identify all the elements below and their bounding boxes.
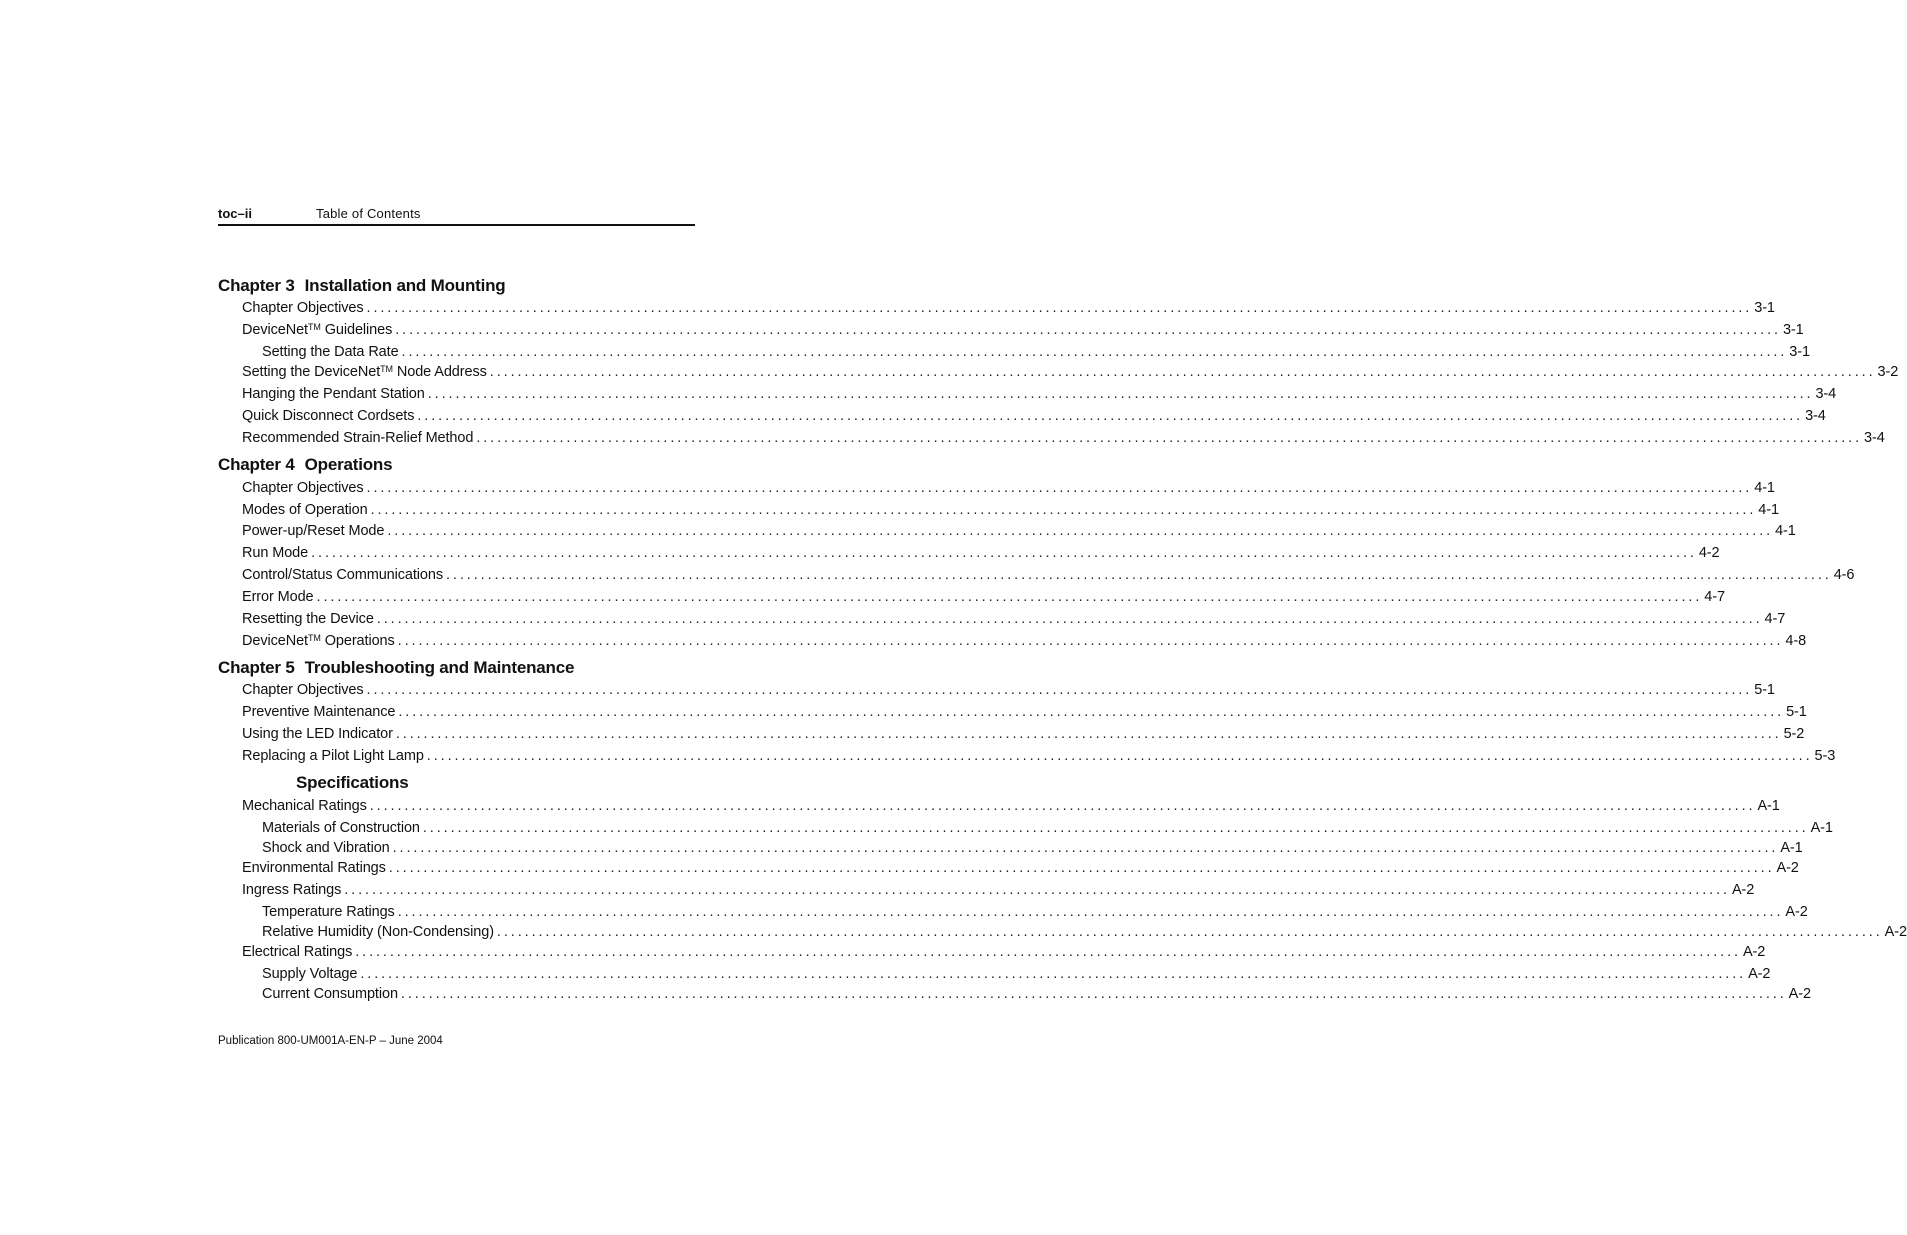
dot-leader: ........................................................................................................................................................................................................: [401, 344, 1788, 360]
toc-entry-page: 4-1: [1754, 480, 1775, 496]
toc-entry-label: Hanging the Pendant Station: [242, 386, 425, 402]
toc-entry[interactable]: [242, 408, 1826, 424]
header-title: Table of Contents: [316, 206, 421, 221]
toc-entry-label: DeviceNet™ Operations: [242, 633, 395, 649]
toc-entry-page: 3-4: [1815, 386, 1837, 402]
toc-entry-label: DeviceNet™ Guidelines: [242, 322, 393, 338]
toc-entry-label: Materials of Construction: [262, 820, 420, 836]
chapter-heading: [218, 455, 392, 475]
toc-entry[interactable]: [262, 966, 1771, 982]
dot-leader: ........................................................................................................................................................................................................: [400, 986, 1787, 1002]
chapter-title: Specifications: [296, 773, 409, 792]
dot-leader: ........................................................................................................................................................................................................: [395, 322, 1781, 338]
trademark-mark: TM: [308, 322, 321, 332]
toc-entry-page: A-2: [1776, 860, 1799, 876]
toc-entry-page: A-1: [1780, 840, 1803, 856]
toc-entry[interactable]: [242, 322, 1804, 338]
dot-leader: ........................................................................................................................................................................................................: [395, 726, 1782, 742]
dot-leader: ........................................................................................................................................................................................................: [376, 611, 1763, 627]
toc-entry[interactable]: [242, 480, 1775, 496]
toc-entry-label: Supply Voltage: [262, 966, 358, 982]
dot-leader: ........................................................................................................................................................................................................: [366, 300, 1753, 316]
toc-entry-page: 4-2: [1698, 545, 1720, 561]
toc-entry-label: Current Consumption: [262, 986, 398, 1002]
trademark-mark: TM: [308, 633, 321, 643]
toc-entry-label: Chapter Objectives: [242, 300, 364, 316]
dot-leader: ........................................................................................................................................................................................................: [397, 633, 1784, 649]
toc-entry-label: Relative Humidity (Non-Condensing): [262, 924, 494, 940]
dot-leader: ........................................................................................................................................................................................................: [344, 882, 1730, 898]
toc-entry-page: 5-1: [1786, 704, 1807, 720]
toc-entry-label: Using the LED Indicator: [242, 726, 393, 742]
toc-entry-page: A-2: [1884, 924, 1907, 940]
toc-entry-label: Replacing a Pilot Light Lamp: [242, 748, 424, 764]
toc-entry[interactable]: [242, 944, 1766, 960]
chapter-title: Operations: [304, 455, 393, 474]
toc-entry[interactable]: [242, 798, 1780, 814]
dot-leader: ........................................................................................................................................................................................................: [422, 820, 1809, 836]
toc-entry-page: A-2: [1742, 944, 1766, 960]
toc-entry[interactable]: [242, 748, 1836, 764]
toc-entry-page: 3-4: [1805, 408, 1826, 424]
toc-entry-label: Error Mode: [242, 589, 314, 605]
dot-leader: ........................................................................................................................................................................................................: [311, 545, 1697, 561]
toc-entry[interactable]: [262, 820, 1833, 836]
toc-entry-label: Mechanical Ratings: [242, 798, 367, 814]
toc-entry-page: A-2: [1788, 986, 1811, 1002]
toc-entry-label: Environmental Ratings: [242, 860, 386, 876]
toc-entry-page: A-2: [1731, 882, 1755, 898]
dot-leader: ........................................................................................................................................................................................................: [427, 386, 1814, 402]
toc-entry[interactable]: [242, 611, 1786, 627]
toc-entry-label: Modes of Operation: [242, 502, 368, 518]
dot-leader: ........................................................................................................................................................................................................: [489, 364, 1876, 380]
chapter-number: Chapter 4: [218, 455, 295, 474]
header-rule: [218, 224, 695, 226]
dot-leader: ........................................................................................................................................................................................................: [417, 408, 1804, 424]
dot-leader: ........................................................................................................................................................................................................: [397, 904, 1784, 920]
toc-entry[interactable]: [242, 633, 1807, 649]
toc-entry-label: Shock and Vibration: [262, 840, 390, 856]
toc-entry-page: 3-1: [1754, 300, 1775, 316]
toc-entry[interactable]: [242, 882, 1755, 898]
toc-entry[interactable]: [242, 589, 1725, 605]
toc-entry-page: 4-7: [1704, 589, 1725, 605]
toc-entry-label: Run Mode: [242, 545, 309, 561]
dot-leader: ........................................................................................................................................................................................................: [387, 523, 1774, 539]
toc-entry-label: Ingress Ratings: [242, 882, 342, 898]
dot-leader: ........................................................................................................................................................................................................: [446, 567, 1832, 583]
toc-entry-label: Preventive Maintenance: [242, 704, 396, 720]
chapter-title: Troubleshooting and Maintenance: [304, 658, 575, 677]
page-label: toc–ii: [218, 206, 252, 221]
toc-entry[interactable]: [242, 386, 1837, 402]
toc-entry[interactable]: [262, 986, 1811, 1002]
toc-entry-label: Quick Disconnect Cordsets: [242, 408, 415, 424]
toc-entry-label: Electrical Ratings: [242, 944, 353, 960]
toc-entry[interactable]: [242, 545, 1720, 561]
toc-entry-page: 3-1: [1782, 322, 1804, 338]
toc-entry[interactable]: [262, 344, 1810, 360]
toc-entry[interactable]: [242, 430, 1885, 446]
toc-entry[interactable]: [262, 924, 1907, 940]
toc-entry[interactable]: [242, 523, 1796, 539]
chapter-number: Chapter 3: [218, 276, 295, 295]
dot-leader: ........................................................................................................................................................................................................: [392, 840, 1779, 856]
dot-leader: ........................................................................................................................................................................................................: [426, 748, 1813, 764]
toc-entry-page: 5-3: [1814, 748, 1836, 764]
dot-leader: ........................................................................................................................................................................................................: [370, 502, 1757, 518]
toc-entry[interactable]: [242, 567, 1855, 583]
toc-entry-label: Temperature Ratings: [262, 904, 395, 920]
toc-entry-page: 5-2: [1783, 726, 1805, 742]
toc-entry-page: A-2: [1785, 904, 1808, 920]
chapter-heading: [218, 773, 408, 793]
dot-leader: ........................................................................................................................................................................................................: [496, 924, 1883, 940]
toc-entry-page: 3-1: [1789, 344, 1810, 360]
toc-entry-page: A-1: [1757, 798, 1780, 814]
toc-entry[interactable]: [262, 840, 1803, 856]
toc-entry[interactable]: [242, 300, 1775, 316]
toc-entry-page: A-1: [1810, 820, 1833, 836]
toc-entry-label: Setting the DeviceNet™ Node Address: [242, 364, 487, 380]
toc-entry-label: Chapter Objectives: [242, 480, 364, 496]
chapter-number: Chapter 5: [218, 658, 295, 677]
toc-entry-label: Chapter Objectives: [242, 682, 364, 698]
toc-entry-page: 4-6: [1833, 567, 1855, 583]
publication-footer: Publication 800-UM001A-EN-P – June 2004: [218, 1035, 443, 1047]
toc-entry-page: 4-8: [1785, 633, 1807, 649]
toc-entry-label: Setting the Data Rate: [262, 344, 399, 360]
toc-entry-label: Power-up/Reset Mode: [242, 523, 385, 539]
dot-leader: ........................................................................................................................................................................................................: [476, 430, 1863, 446]
dot-leader: ........................................................................................................................................................................................................: [366, 682, 1753, 698]
toc-entry[interactable]: [262, 904, 1808, 920]
toc-entry-page: 4-1: [1758, 502, 1779, 518]
toc-entry[interactable]: [242, 704, 1807, 720]
dot-leader: ........................................................................................................................................................................................................: [360, 966, 1747, 982]
toc-entry-page: 5-1: [1754, 682, 1775, 698]
dot-leader: ........................................................................................................................................................................................................: [355, 944, 1741, 960]
toc-entry[interactable]: [242, 860, 1799, 876]
toc-entry-page: A-2: [1748, 966, 1771, 982]
dot-leader: ........................................................................................................................................................................................................: [388, 860, 1775, 876]
toc-entry-page: 3-4: [1864, 430, 1885, 446]
toc-entry-page: 4-7: [1764, 611, 1786, 627]
toc-entry-label: Control/Status Communications: [242, 567, 443, 583]
toc-entry-page: 4-1: [1775, 523, 1796, 539]
toc-entry-page: 3-2: [1877, 364, 1899, 380]
chapter-heading: [218, 276, 505, 296]
chapter-title: Installation and Mounting: [304, 276, 506, 295]
trademark-mark: TM: [380, 364, 393, 374]
dot-leader: ........................................................................................................................................................................................................: [366, 480, 1753, 496]
toc-entry-label: Resetting the Device: [242, 611, 374, 627]
chapter-heading: [218, 658, 574, 678]
toc-entry[interactable]: [242, 726, 1805, 742]
toc-entry-label: Recommended Strain-Relief Method: [242, 430, 474, 446]
dot-leader: ........................................................................................................................................................................................................: [398, 704, 1785, 720]
toc-entry[interactable]: [242, 682, 1775, 698]
dot-leader: ........................................................................................................................................................................................................: [369, 798, 1756, 814]
toc-entry[interactable]: [242, 502, 1779, 518]
dot-leader: ........................................................................................................................................................................................................: [316, 589, 1703, 605]
toc-entry[interactable]: [242, 364, 1899, 380]
